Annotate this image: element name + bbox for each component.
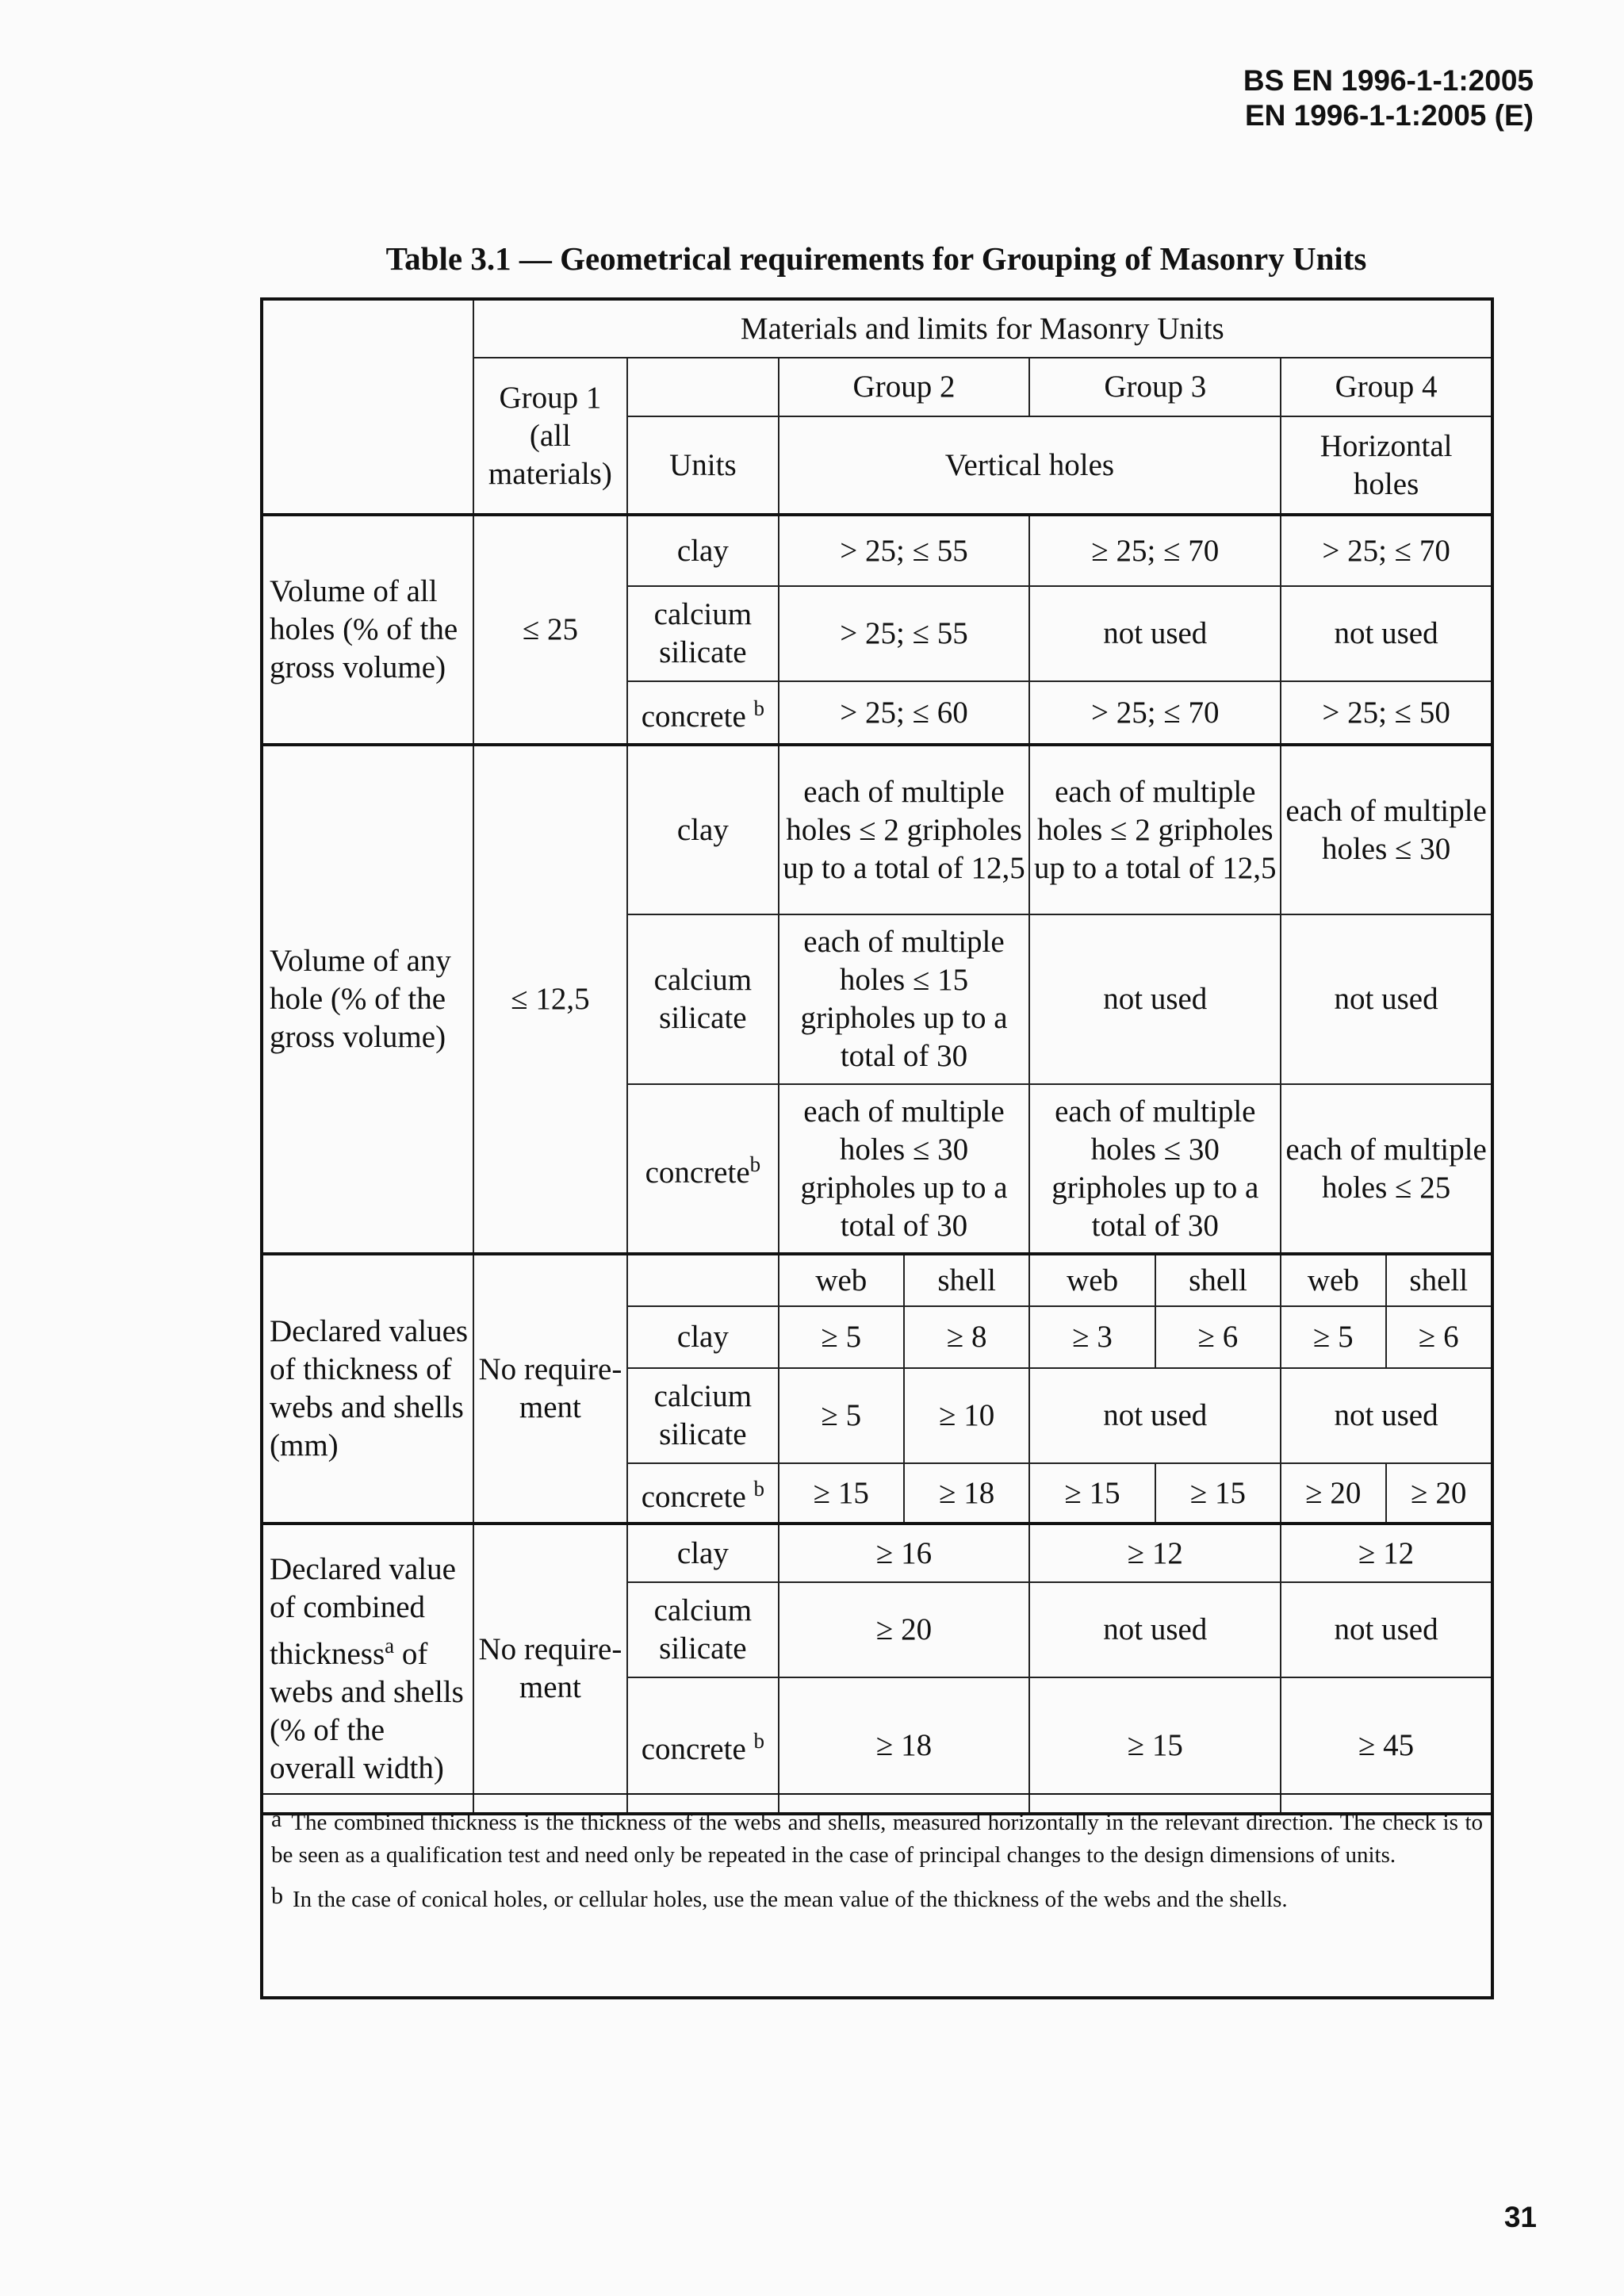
masonry-grouping-table: [260, 297, 1494, 1815]
table-footnotes: [260, 1793, 1494, 1999]
value-cell: each of multiple holes ≤ 15 gripholes up to a total of 30: [779, 914, 1030, 1084]
value-cell: ≥ 5: [779, 1306, 904, 1368]
value-cell: not used: [1029, 1368, 1281, 1463]
value-cell: > 25; ≤ 55: [779, 515, 1030, 586]
value-cell: ≥ 25; ≤ 70: [1029, 515, 1281, 586]
row-label-volume-any: Volume of any hole (% of the gross volume): [262, 745, 473, 1254]
group1-header: Group 1 (all materials): [473, 358, 627, 515]
unit-cell: clay: [627, 745, 778, 914]
row-label-thickness: Declared values of thickness of webs and shells (mm): [262, 1254, 473, 1524]
value-cell: > 25; ≤ 60: [779, 681, 1030, 745]
shell-header: shell: [1386, 1254, 1493, 1306]
value-cell: each of multiple holes ≤ 30: [1281, 745, 1492, 914]
value-cell: ≥ 5: [1281, 1306, 1385, 1368]
shell-header: shell: [1155, 1254, 1281, 1306]
standard-code: BS EN 1996-1-1:2005: [1243, 64, 1534, 97]
web-header: web: [1029, 1254, 1155, 1306]
value-cell: ≥ 18: [779, 1677, 1030, 1814]
combined-group1: No require-ment: [473, 1524, 627, 1814]
unit-cell: clay: [627, 515, 778, 586]
value-cell: ≥ 5: [779, 1368, 904, 1463]
row-label-volume-all: Volume of all holes (% of the gross volume): [262, 515, 473, 745]
unit-cell: concrete $^b$: [627, 1463, 778, 1524]
unit-cell: concrete $^b$: [627, 681, 778, 745]
group3-header: Group 3: [1029, 358, 1281, 416]
unit-cell: concrete$^b$: [627, 1084, 778, 1254]
value-cell: ≥ 20: [779, 1582, 1030, 1677]
value-cell: not used: [1281, 914, 1492, 1084]
value-cell: ≥ 15: [1029, 1677, 1281, 1814]
web-header: web: [779, 1254, 904, 1306]
vertical-holes-header: Vertical holes: [779, 416, 1281, 515]
units-blank-cell: [627, 1254, 778, 1306]
footnote-ref: b: [753, 1477, 765, 1501]
shell-header: shell: [904, 1254, 1029, 1306]
units-header: Units: [627, 416, 778, 515]
footnote-ref: b: [753, 696, 765, 720]
corner-cell: [262, 299, 473, 515]
value-cell: ≥ 15: [1155, 1463, 1281, 1524]
value-cell: ≥ 12: [1029, 1524, 1281, 1582]
unit-cell: calcium silicate: [627, 914, 778, 1084]
row-label-combined: Declared value of combined thickness$^a$ of webs and shells (% of the overall width): [262, 1524, 473, 1814]
footnote-ref: b: [749, 1152, 761, 1176]
footnote-ref: a: [385, 1633, 395, 1658]
volume-all-group1: ≤ 25: [473, 515, 627, 745]
value-cell: not used: [1029, 914, 1281, 1084]
value-cell: not used: [1281, 586, 1492, 681]
value-cell: ≥ 20: [1386, 1463, 1493, 1524]
value-cell: not used: [1281, 1582, 1492, 1677]
value-cell: ≥ 18: [904, 1463, 1029, 1524]
horizontal-holes-header: Horizontal holes: [1281, 416, 1492, 515]
standard-code-en: EN 1996-1-1:2005 (E): [1244, 99, 1534, 132]
value-cell: ≥ 15: [1029, 1463, 1155, 1524]
unit-cell: clay: [627, 1306, 778, 1368]
value-cell: > 25; ≤ 70: [1029, 681, 1281, 745]
value-cell: ≥ 45: [1281, 1677, 1492, 1814]
value-cell: ≥ 6: [1155, 1306, 1281, 1368]
group2-header: Group 2: [779, 358, 1030, 416]
value-cell: not used: [1281, 1368, 1492, 1463]
value-cell: ≥ 16: [779, 1524, 1030, 1582]
value-cell: > 25; ≤ 55: [779, 586, 1030, 681]
value-cell: each of multiple holes ≤ 2 gripholes up to a total of 12,5: [1029, 745, 1281, 914]
value-cell: each of multiple holes ≤ 30 gripholes up to a total of 30: [779, 1084, 1030, 1254]
footnote-a: a The combined thickness is the thickness of the webs and shells, measured horizontally in the relevant direction. The check is to be seen as a qualification test and need only be repeated in the case of principal changes to the design dimensions of units.: [271, 1806, 1483, 1868]
value-cell: ≥ 6: [1386, 1306, 1493, 1368]
unit-cell: calcium silicate: [627, 1582, 778, 1677]
value-cell: ≥ 12: [1281, 1524, 1492, 1582]
value-cell: ≥ 20: [1281, 1463, 1385, 1524]
unit-cell: calcium silicate: [627, 586, 778, 681]
footnote-ref: b: [753, 1729, 765, 1753]
value-cell: ≥ 15: [779, 1463, 904, 1524]
web-header: web: [1281, 1254, 1385, 1306]
table-title: Table 3.1 — Geometrical requirements for Grouping of Masonry Units: [385, 240, 1367, 277]
group4-header: Group 4: [1281, 358, 1492, 416]
value-cell: each of multiple holes ≤ 2 gripholes up to a total of 12,5: [779, 745, 1030, 914]
thickness-group1: No require-ment: [473, 1254, 627, 1524]
value-cell: > 25; ≤ 70: [1281, 515, 1492, 586]
page-number: 31: [1503, 2201, 1537, 2233]
document-header: [1243, 63, 1534, 133]
value-cell: each of multiple holes ≤ 30 gripholes up to a total of 30: [1029, 1084, 1281, 1254]
footnote-b: b In the case of conical holes, or cellular holes, use the mean value of the thickness of the webs and the shells.: [271, 1883, 1288, 1912]
value-cell: ≥ 10: [904, 1368, 1029, 1463]
unit-cell: concrete $^b$: [627, 1677, 778, 1814]
volume-any-group1: ≤ 12,5: [473, 745, 627, 1254]
value-cell: ≥ 8: [904, 1306, 1029, 1368]
value-cell: ≥ 3: [1029, 1306, 1155, 1368]
unit-cell: calcium silicate: [627, 1368, 778, 1463]
unit-cell: clay: [627, 1524, 778, 1582]
materials-header: Materials and limits for Masonry Units: [473, 299, 1492, 358]
value-cell: > 25; ≤ 50: [1281, 681, 1492, 745]
value-cell: not used: [1029, 586, 1281, 681]
units-blank-header: [627, 358, 778, 416]
value-cell: each of multiple holes ≤ 25: [1281, 1084, 1492, 1254]
value-cell: not used: [1029, 1582, 1281, 1677]
